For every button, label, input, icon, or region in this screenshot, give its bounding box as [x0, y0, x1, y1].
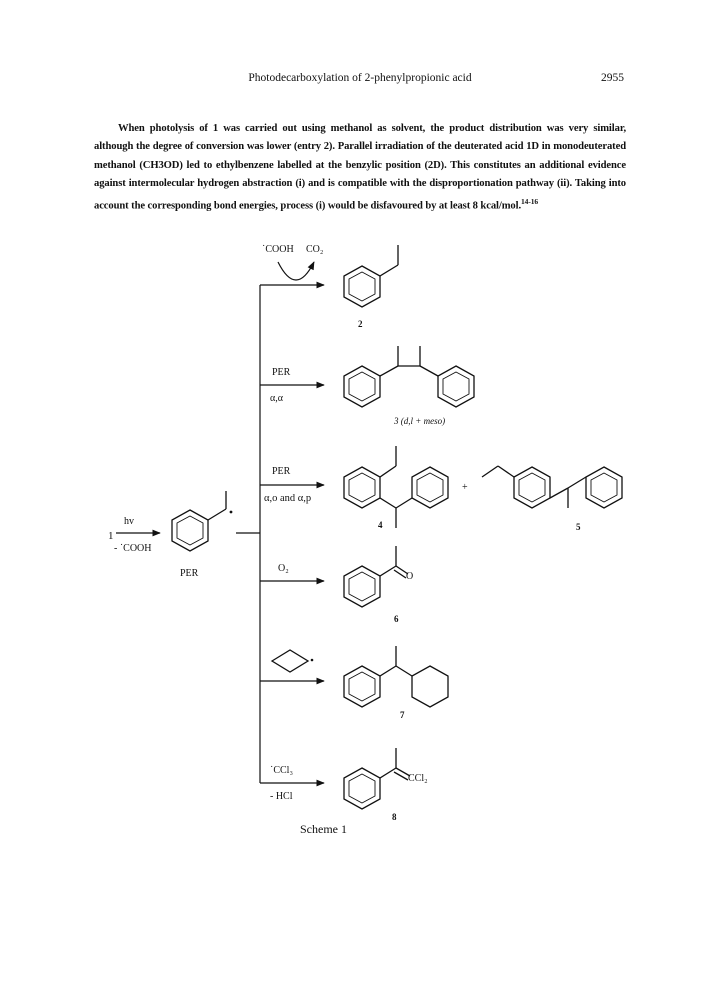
per-label: PER	[180, 568, 199, 579]
product-7-label: 7	[400, 710, 405, 720]
running-header-title: Photodecarboxylation of 2-phenylpropionic acid	[248, 72, 472, 84]
dimer-3-structure	[344, 346, 474, 407]
product-7-structure	[344, 646, 448, 707]
scheme-caption: Scheme 1	[300, 822, 347, 836]
product-8-label: 8	[392, 812, 397, 822]
ethylbenzene-structure	[344, 245, 398, 307]
branch-1-co2-label: CO₂	[306, 244, 324, 255]
acetophenone-structure	[344, 546, 408, 607]
product-3-label: 3 (d,l + meso)	[394, 416, 446, 426]
branch-1-cooh-label: ˙COOH	[262, 244, 294, 255]
loss-cooh-label: - ˙COOH	[114, 543, 152, 554]
branch-1-curved-arrow	[278, 262, 314, 280]
branch-3-alpha-label: α,o and α,p	[264, 493, 312, 504]
radical-dot	[230, 511, 233, 514]
paragraph-text: When photolysis of 1 was carried out using methanol as solvent, the product distribution was very similar, although the degree of conversion was lower (entry 2). Parallel irradiation of the deuterated acid 1D in monodeuterated methanol (CH3OD) led to ethylbenzene labelled at the benzylic position (2D). This constitutes an additional evidence against intermolecular hydrogen abstraction (i) and is compatible with the disproportionation pathway (ii). Taking into account the corresponding bond energies, process (i) would be disfavoured by at least 8 kcal/mol.	[94, 123, 626, 212]
product-4-label: 4	[378, 520, 383, 530]
product-6-label: 6	[394, 614, 399, 624]
branch-6-hcl-label: - HCl	[270, 791, 293, 802]
plus-sign: +	[462, 482, 468, 493]
branch-4-o2-label: O₂	[278, 563, 289, 574]
ccl2-atom-label: CCl₂	[408, 773, 428, 784]
branch-6-ccl3-label: ˙CCl₃	[270, 765, 293, 776]
product-5-structure	[482, 466, 622, 508]
page-number: 2955	[601, 72, 624, 84]
branch-2-per-label: PER	[272, 367, 291, 378]
product-5-label: 5	[576, 522, 581, 532]
branch-3-per-label: PER	[272, 466, 291, 477]
citation-superscript: 14-16	[521, 197, 539, 207]
product-8-structure	[344, 748, 410, 809]
product-4-structure	[344, 446, 448, 528]
oxygen-atom-label: O	[406, 571, 414, 582]
cyclohexyl-radical-dot	[311, 659, 314, 662]
branch-2-alpha-label: α,α	[270, 393, 283, 404]
start-compound-label: 1	[108, 530, 114, 542]
hv-label: hv	[124, 516, 134, 527]
cyclohexyl-radical-structure	[272, 650, 308, 672]
product-2-label: 2	[358, 319, 363, 329]
per-radical-structure	[172, 491, 226, 551]
